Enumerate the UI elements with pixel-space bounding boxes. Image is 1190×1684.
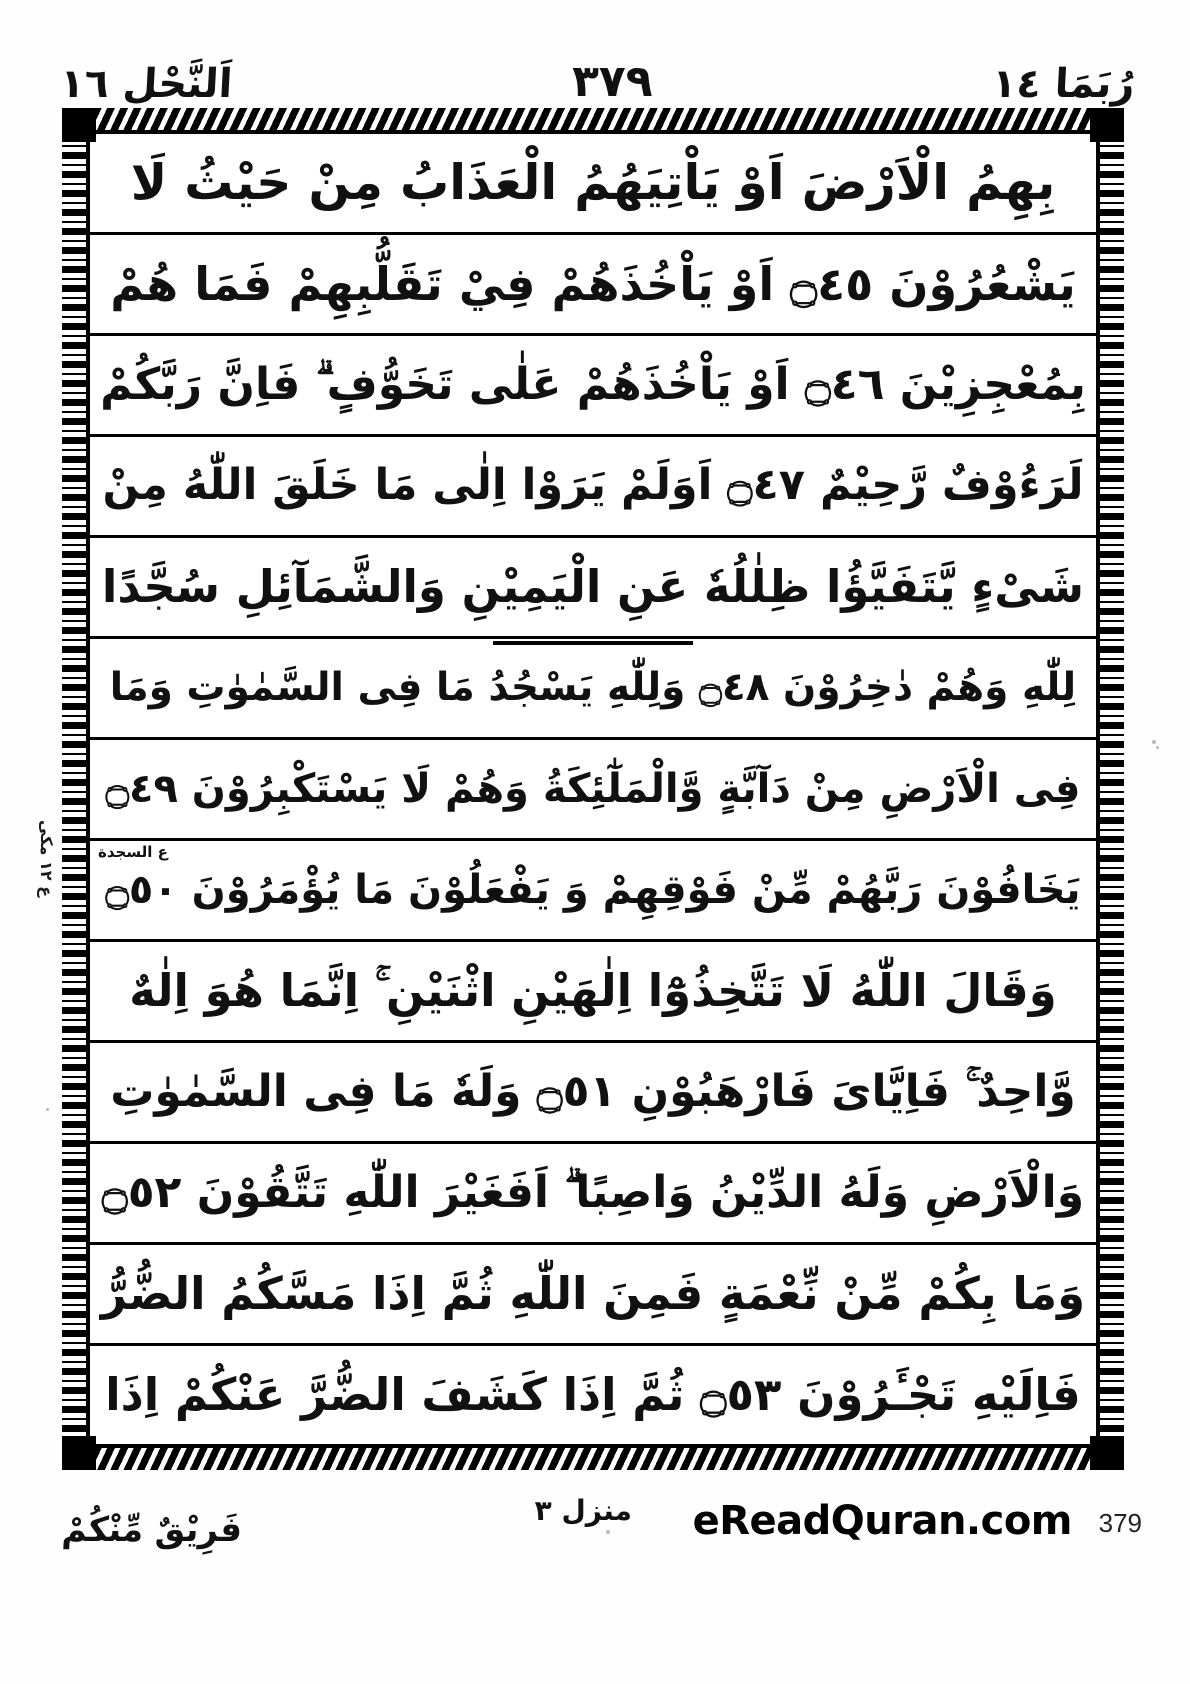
- ayah-line: [90, 235, 1096, 336]
- ayah-line: [90, 1043, 1096, 1144]
- ayah-text: بِمُعْجِزِيْنَ ۝٤٦ اَوْ يَاْخُذَهُمْ عَلٰى تَخَوُّفٍ ۗ فَاِنَّ رَبَّكُمْ: [100, 358, 1086, 410]
- surah-label: اَلنَّحْل ١٦: [58, 61, 234, 107]
- ayah-text: وَمَا بِكُمْ مِّنْ نِّعْمَةٍ فَمِنَ اللّٰهِ ثُمَّ اِذَا مَسَّكُمُ الضُّرُّ: [100, 1267, 1086, 1321]
- scan-speck: [1152, 740, 1156, 744]
- ayah-line: [90, 134, 1096, 235]
- ayah-line: [90, 336, 1096, 437]
- border-corner-bottom-right: [1090, 1436, 1124, 1470]
- border-ornament-left: [62, 108, 86, 1470]
- ayah-line: [90, 841, 1096, 942]
- ayah-text: لَرَءُوْفٌ رَّحِيْمٌ ۝٤٧ اَوَلَمْ يَرَوْا اِلٰى مَا خَلَقَ اللّٰهُ مِنْ: [102, 460, 1084, 511]
- ayah-text: يَخَافُوْنَ رَبَّهُمْ مِّنْ فَوْقِهِمْ وَ يَفْعَلُوْنَ مَا يُؤْمَرُوْنَ ۝٥٠: [105, 866, 1081, 913]
- scan-speck: [46, 1108, 49, 1111]
- manzil-label: منزل ٣: [534, 1494, 632, 1527]
- ayah-text: فِى الْاَرْضِ مِنْ دَآبَّةٍ وَّالْمَلٰٓئِكَةُ وَهُمْ لَا يَسْتَكْبِرُوْنَ ۝٤٩: [105, 765, 1081, 812]
- quran-text-panel: [86, 130, 1100, 1448]
- ayah-line: [90, 639, 1096, 740]
- border-ornament-top: [62, 108, 1124, 130]
- juz-label: رُبَمَا ١٤: [991, 61, 1137, 107]
- ornamental-border-frame: [62, 108, 1124, 1470]
- margin-ruku-note: ع ١٢ مکی: [37, 820, 56, 897]
- ayah-text: بِهِمُ الْاَرْضَ اَوْ يَاْتِيَهُمُ الْعَذَابُ مِنْ حَيْثُ لَا: [130, 154, 1056, 212]
- ayah-text: وَالْاَرْضِ وَلَهُ الدِّيْنُ وَاصِبًا ۗ اَفَغَيْرَ اللّٰهِ تَتَّقُوْنَ ۝٥٢: [101, 1166, 1085, 1218]
- page-number-latin: 379: [1098, 1508, 1142, 1538]
- ayah-text: شَىْءٍ يَّتَفَيَّؤُا ظِلٰلُهٗ عَنِ الْيَمِيْنِ وَالشَّمَآئِلِ سُجَّدًا: [101, 560, 1085, 614]
- ayah-line: [90, 538, 1096, 639]
- border-corner-top-left: [62, 108, 96, 142]
- ayah-line: [90, 740, 1096, 841]
- sajdah-overline: [493, 641, 693, 645]
- page-number-arabic: ٣٧٩: [572, 56, 653, 107]
- ruku-sajdah-annotation: ع السجدة: [98, 843, 168, 861]
- border-corner-top-right: [1090, 108, 1124, 142]
- border-corner-bottom-left: [62, 1436, 96, 1470]
- page-header: [58, 34, 1137, 107]
- border-ornament-right: [1100, 108, 1124, 1470]
- ayah-text: لِلّٰهِ وَهُمْ دٰخِرُوْنَ ۝٤٨ وَلِلّٰهِ يَسْجُدُ مَا فِى السَّمٰوٰتِ وَمَا: [109, 665, 1077, 711]
- ayah-line: [90, 942, 1096, 1043]
- ayah-text: فَاِلَيْهِ تَجْـَٔرُوْنَ ۝٥٣ ثُمَّ اِذَا كَشَفَ الضُّرَّ عَنْكُمْ اِذَا: [105, 1368, 1081, 1422]
- ayah-line: [90, 1245, 1096, 1346]
- border-ornament-bottom: [62, 1448, 1124, 1470]
- ayah-text: يَشْعُرُوْنَ ۝٤٥ اَوْ يَاْخُذَهُمْ فِيْ تَقَلُّبِهِمْ فَمَا هُمْ: [110, 256, 1076, 311]
- ayah-text: وَقَالَ اللّٰهُ لَا تَتَّخِذُوْٓا اِلٰهَيْنِ اثْنَيْنِ ۚ اِنَّمَا هُوَ اِلٰهٌ: [129, 964, 1057, 1018]
- ayah-line: [90, 1144, 1096, 1245]
- website-watermark: eReadQuran.com: [692, 1498, 1072, 1544]
- ayah-text: وَّاحِدٌ ۚ فَاِيَّاىَ فَارْهَبُوْنِ ۝٥١ وَلَهٗ مَا فِى السَّمٰوٰتِ: [110, 1065, 1076, 1117]
- scan-speck: [1156, 746, 1159, 749]
- ayah-line: [90, 437, 1096, 538]
- catchword: فَرِيْقٌ مِّنْكُمْ: [60, 1510, 244, 1550]
- page-footer: [0, 1486, 1190, 1606]
- ayah-line: [90, 1346, 1096, 1444]
- scan-speck: [606, 1530, 610, 1534]
